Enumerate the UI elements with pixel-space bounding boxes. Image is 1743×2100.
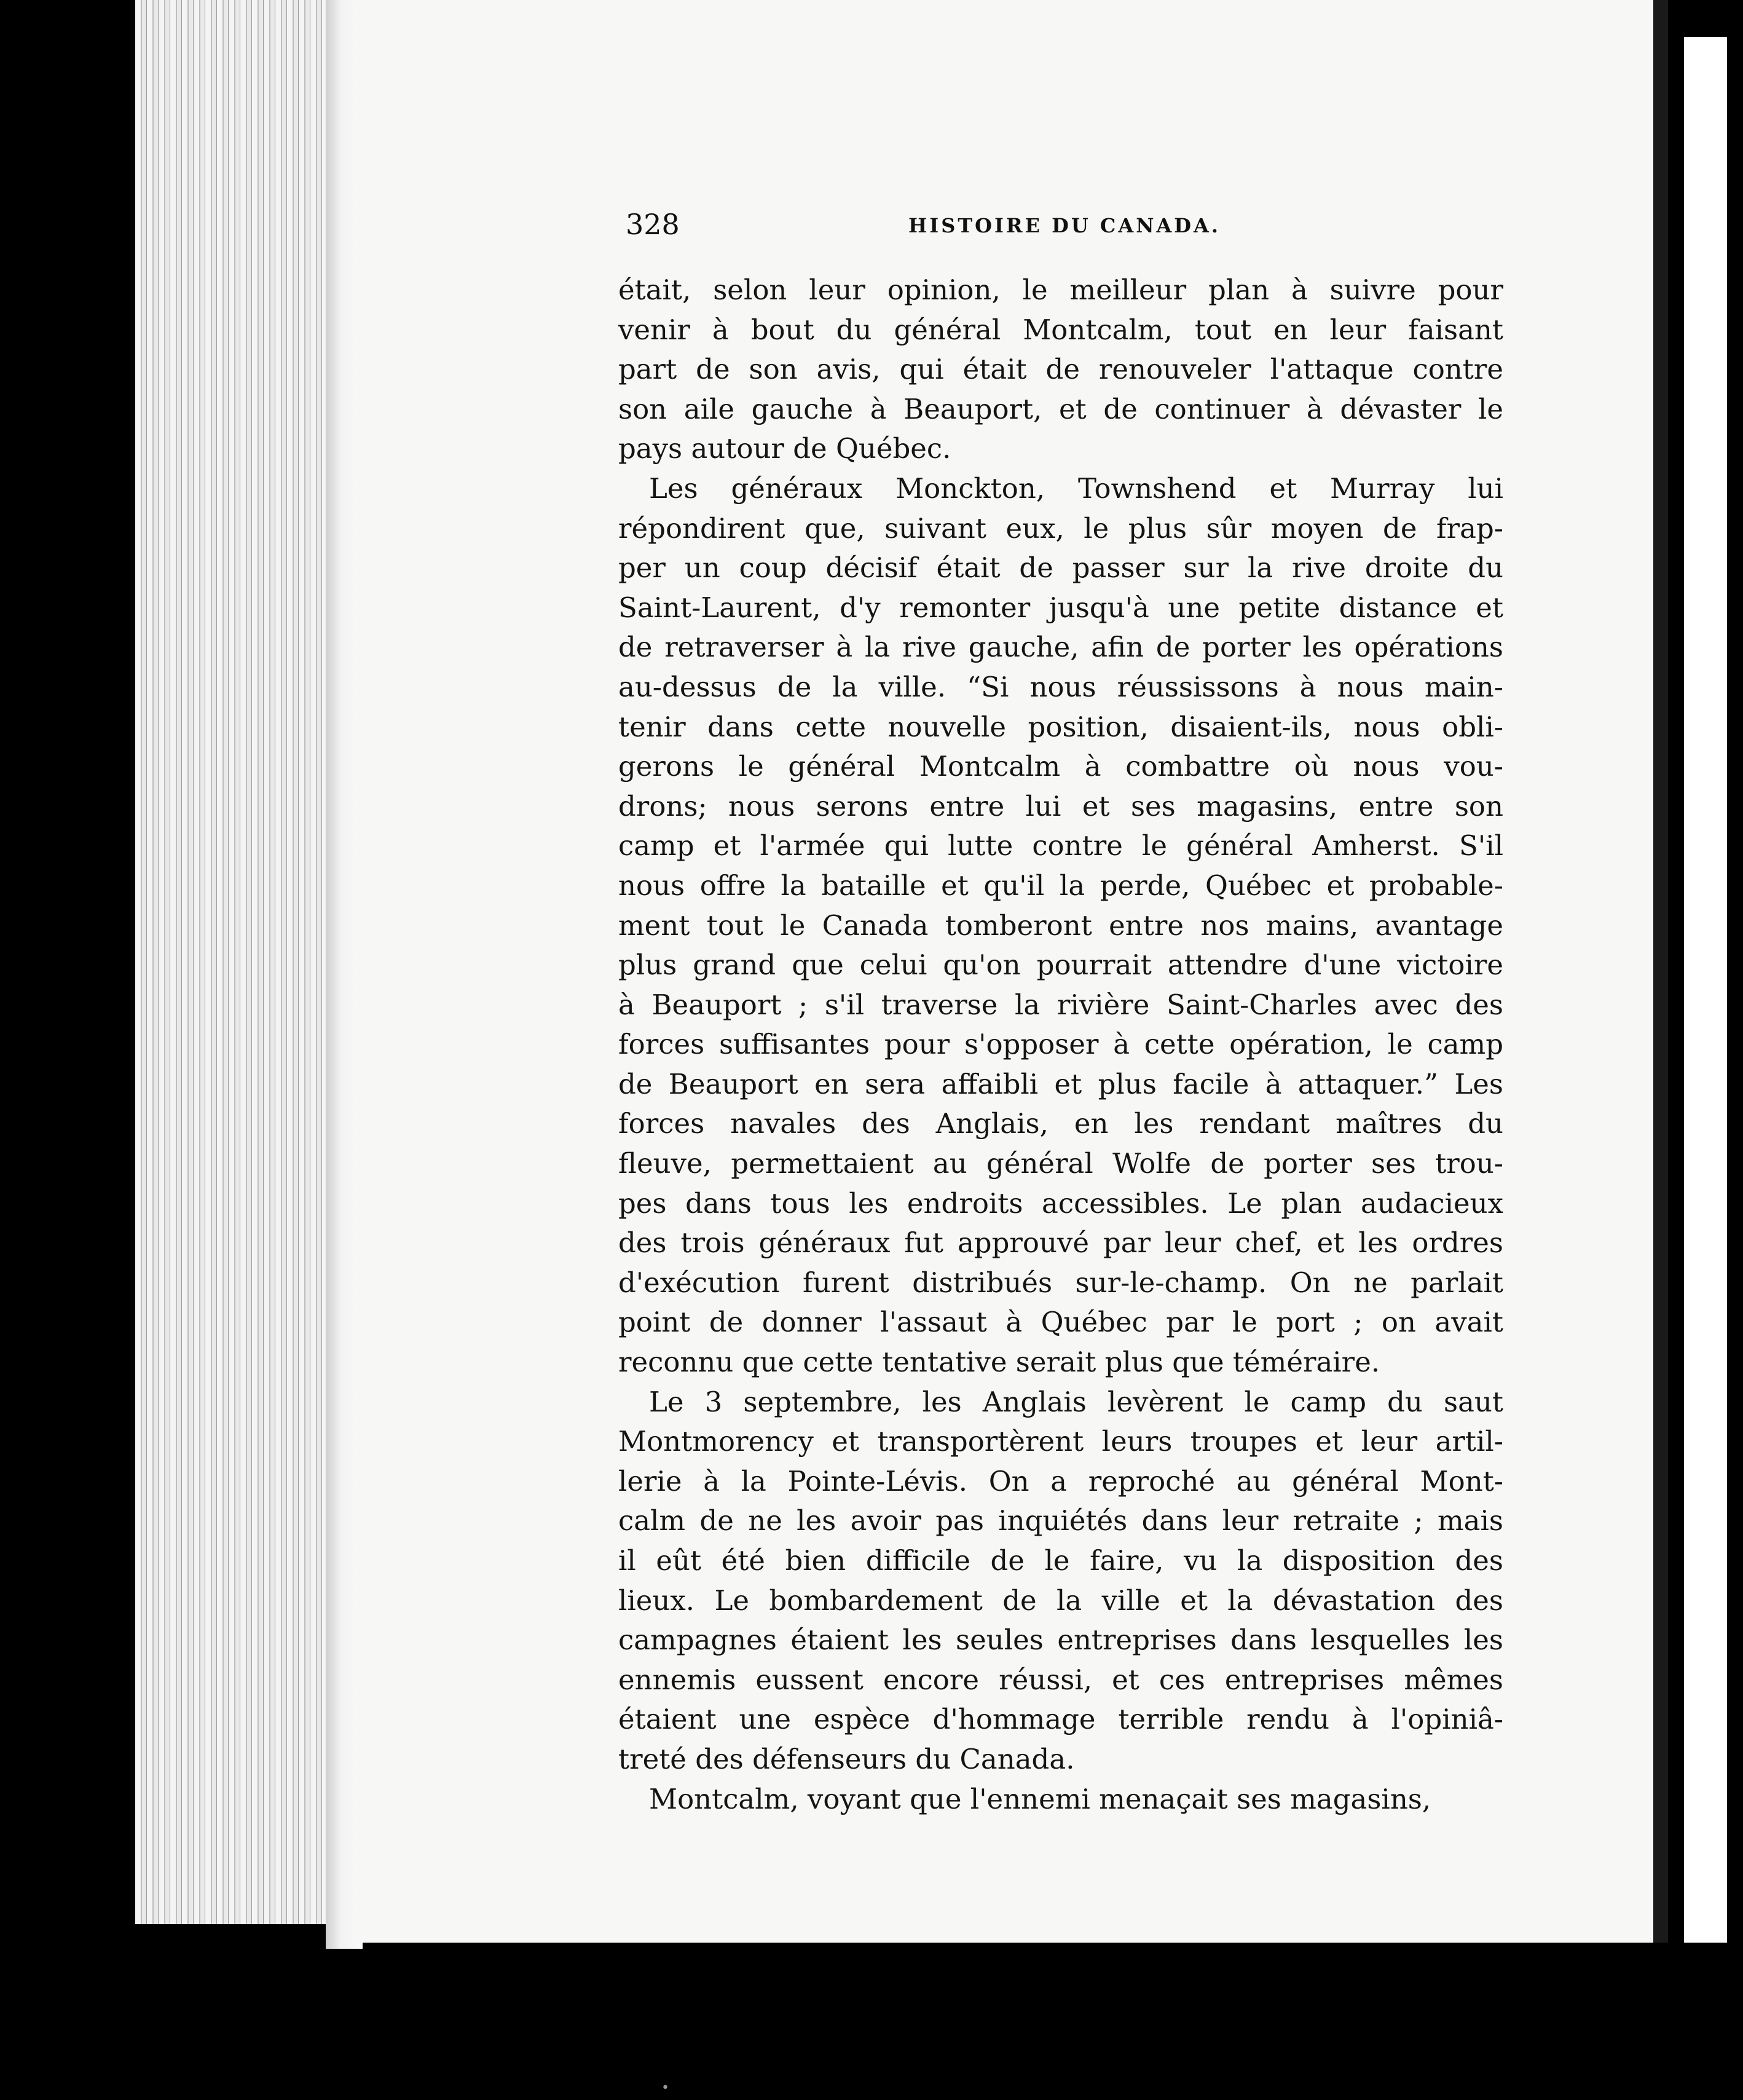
paragraph [618, 1780, 1503, 1820]
text-line: Les généraux Monckton, Townshend et Murray lui [649, 472, 1503, 505]
text-line: forces suffisantes pour s'opposer à cette opération, le camp [618, 1028, 1503, 1061]
text-line: de retraverser à la rive gauche, afin de porter les opérations [618, 631, 1503, 664]
text-line: pes dans tous les endroits accessibles. Le plan audacieux [618, 1186, 1503, 1220]
body-text [618, 270, 1503, 1819]
text-line: campagnes étaient les seules entreprises dans lesquelles les [618, 1624, 1503, 1657]
scan-mark: • [661, 2080, 669, 2096]
text-line: lerie à la Pointe-Lévis. On a reproché au général Mont- [618, 1464, 1503, 1498]
text-line: étaient une espèce d'hommage terrible rendu à l'opiniâ- [618, 1703, 1503, 1736]
text-line: de Beauport en sera affaibli et plus facile à attaquer.” Les [618, 1067, 1503, 1100]
page-edge-shadow [1653, 0, 1668, 1943]
running-title: HISTOIRE DU CANADA. [908, 214, 1221, 237]
text-line: ennemis eussent encore réussi, et ces entreprises mêmes [618, 1663, 1503, 1696]
text-line: Le 3 septembre, les Anglais levèrent le camp du saut [649, 1385, 1503, 1418]
text-line: tenir dans cette nouvelle position, disaient-ils, nous obli- [618, 710, 1503, 743]
text-line: répondirent que, suivant eux, le plus sûr moyen de frap- [618, 511, 1503, 545]
text-line: part de son avis, qui était de renouveler l'attaque contre [618, 353, 1503, 386]
text-line: Montmorency et transportèrent leurs troupes et leur artil- [618, 1425, 1503, 1458]
paragraph [618, 469, 1503, 1383]
paragraph [618, 1383, 1503, 1780]
text-line: drons; nous serons entre lui et ses magasins, entre son [618, 789, 1503, 823]
text-line: ment tout le Canada tomberont entre nos mains, avantage [618, 909, 1503, 942]
text-line: lieux. Le bombardement de la ville et la dévastation des [618, 1584, 1503, 1617]
text-line: des trois généraux fut approuvé par leur chef, et les ordres [618, 1226, 1503, 1260]
text-line: était, selon leur opinion, le meilleur plan à suivre pour [618, 274, 1503, 306]
page-header [626, 208, 1240, 257]
text-line: il eût été bien difficile de le faire, vu la disposition des [618, 1544, 1503, 1577]
facing-page-edge [1684, 37, 1727, 1943]
text-line: Saint-Laurent, d'y remonter jusqu'à une petite distance et [618, 591, 1503, 624]
text-line: nous offre la bataille et qu'il la perde, Québec et probable- [618, 869, 1503, 902]
text-line: treté des défenseurs du Canada. [618, 1742, 1075, 1775]
text-line: camp et l'armée qui lutte contre le général Amherst. S'il [618, 829, 1503, 862]
text-line: venir à bout du général Montcalm, tout en leur faisant [618, 313, 1503, 346]
text-line: calm de ne les avoir pas inquiétés dans leur retraite ; mais [618, 1504, 1503, 1538]
text-line: d'exécution furent distribués sur-le-champ. On ne parlait [618, 1266, 1503, 1299]
text-line: à Beauport ; s'il traverse la rivière Saint-Charles avec des [618, 988, 1503, 1021]
text-line: Montcalm, voyant que l'ennemi menaçait ses magasins, [649, 1782, 1431, 1815]
text-line: gerons le général Montcalm à combattre où nous vou- [618, 750, 1503, 783]
text-line: plus grand que celui qu'on pourrait attendre d'une victoire [618, 949, 1503, 982]
text-line: per un coup décisif était de passer sur la rive droite du [618, 551, 1503, 585]
text-line: reconnu que cette tentative serait plus que téméraire. [618, 1346, 1380, 1379]
page-number: 328 [626, 208, 680, 241]
text-line: au-dessus de la ville. “Si nous réussissons à nous main- [618, 670, 1503, 703]
book-page-edges [135, 0, 356, 1924]
text-line: pays autour de Québec. [618, 432, 951, 465]
text-line: fleuve, permettaient au général Wolfe de porter ses trou- [618, 1147, 1503, 1180]
paragraph [618, 270, 1503, 469]
text-line: forces navales des Anglais, en les rendant maîtres du [618, 1107, 1503, 1140]
text-line: point de donner l'assaut à Québec par le port ; on avait [618, 1306, 1503, 1339]
text-line: son aile gauche à Beauport, et de continuer à dévaster le [618, 392, 1503, 425]
